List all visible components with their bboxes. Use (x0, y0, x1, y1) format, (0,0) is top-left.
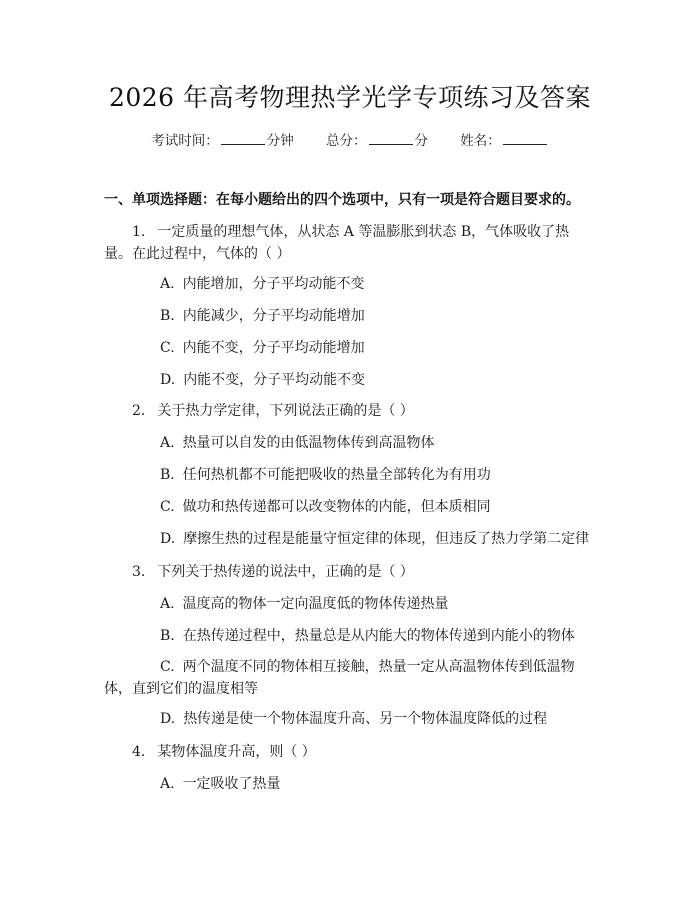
question-number: 2. (132, 403, 146, 419)
option-text: 内能增加，分子平均动能不变 (182, 276, 365, 292)
section-heading: 一、单项选择题：在每小题给出的四个选项中，只有一项是符合题目要求的。 (104, 192, 580, 208)
option-4a (160, 773, 596, 795)
option-2b (160, 464, 596, 486)
option-label: D. (160, 531, 176, 547)
exam-time-label: 考试时间： (151, 133, 219, 149)
option-2d (160, 528, 596, 550)
option-text: 热量可以自发的由低温物体传到高温物体 (182, 435, 435, 451)
option-label: C. (160, 659, 175, 675)
total-score-blank (369, 131, 413, 145)
question-number: 3. (132, 564, 146, 580)
option-label: A. (160, 435, 175, 451)
option-label: C. (160, 340, 175, 356)
option-text: 两个温度不同的物体相互接触，热量一定从高温物体传到低温物体，直到它们的温度相等 (104, 659, 575, 697)
option-text: 任何热机都不可能把吸收的热量全部转化为有用功 (182, 467, 491, 483)
option-label: A. (160, 776, 175, 792)
option-text: 内能不变，分子平均动能增加 (182, 340, 365, 356)
option-text: 热传递是使一个物体温度升高、另一个物体温度降低的过程 (183, 711, 548, 727)
question-text: 一定质量的理想气体，从状态 A 等温膨胀到状态 B，气体吸收了热量。在此过程中，气体的（ ） (104, 224, 570, 262)
option-3b (160, 625, 596, 647)
question-text: 关于热力学定律，下列说法正确的是（ ） (157, 403, 414, 419)
option-1d (160, 369, 596, 391)
name-label: 姓名： (460, 133, 501, 149)
option-label: B. (160, 308, 175, 324)
option-label: A. (160, 276, 175, 292)
option-3a (160, 593, 596, 615)
option-label: A. (160, 596, 175, 612)
option-text: 内能减少，分子平均动能增加 (182, 308, 365, 324)
question-4 (104, 741, 596, 763)
option-text: 做功和热传递都可以改变物体的内能，但本质相同 (182, 499, 491, 515)
question-1 (104, 221, 596, 265)
question-number: 4. (132, 744, 146, 760)
option-label: D. (160, 711, 176, 727)
option-3c (104, 656, 596, 700)
total-score-field (326, 131, 428, 151)
option-text: 温度高的物体一定向温度低的物体传递热量 (182, 596, 449, 612)
option-text: 摩擦生热的过程是能量守恒定律的体现，但违反了热力学第二定律 (183, 531, 590, 547)
name-field (460, 131, 549, 151)
option-1c (160, 337, 596, 359)
question-3 (104, 561, 596, 583)
name-blank (503, 131, 547, 145)
question-text: 下列关于热传递的说法中，正确的是（ ） (157, 564, 414, 580)
option-label: B. (160, 467, 175, 483)
option-2a (160, 432, 596, 454)
exam-time-field (151, 131, 294, 151)
total-score-label: 总分： (326, 133, 367, 149)
option-1a (160, 273, 596, 295)
option-label: D. (160, 372, 176, 388)
exam-info-line (0, 131, 700, 151)
question-text: 某物体温度升高，则（ ） (157, 744, 316, 760)
option-2c (160, 496, 596, 518)
option-text: 一定吸收了热量 (182, 776, 281, 792)
option-text: 在热传递过程中，热量总是从内能大的物体传递到内能小的物体 (182, 628, 575, 644)
option-1b (160, 305, 596, 327)
question-2 (104, 400, 596, 422)
question-number: 1. (132, 224, 146, 240)
page-title: 2026 年高考物理热学光学专项练习及答案 (108, 83, 592, 112)
exam-time-unit: 分钟 (266, 133, 294, 149)
option-label: B. (160, 628, 175, 644)
option-3d (160, 708, 596, 730)
exam-time-blank (221, 131, 265, 145)
total-score-unit: 分 (414, 133, 428, 149)
option-text: 内能不变，分子平均动能不变 (183, 372, 366, 388)
option-label: C. (160, 499, 175, 515)
